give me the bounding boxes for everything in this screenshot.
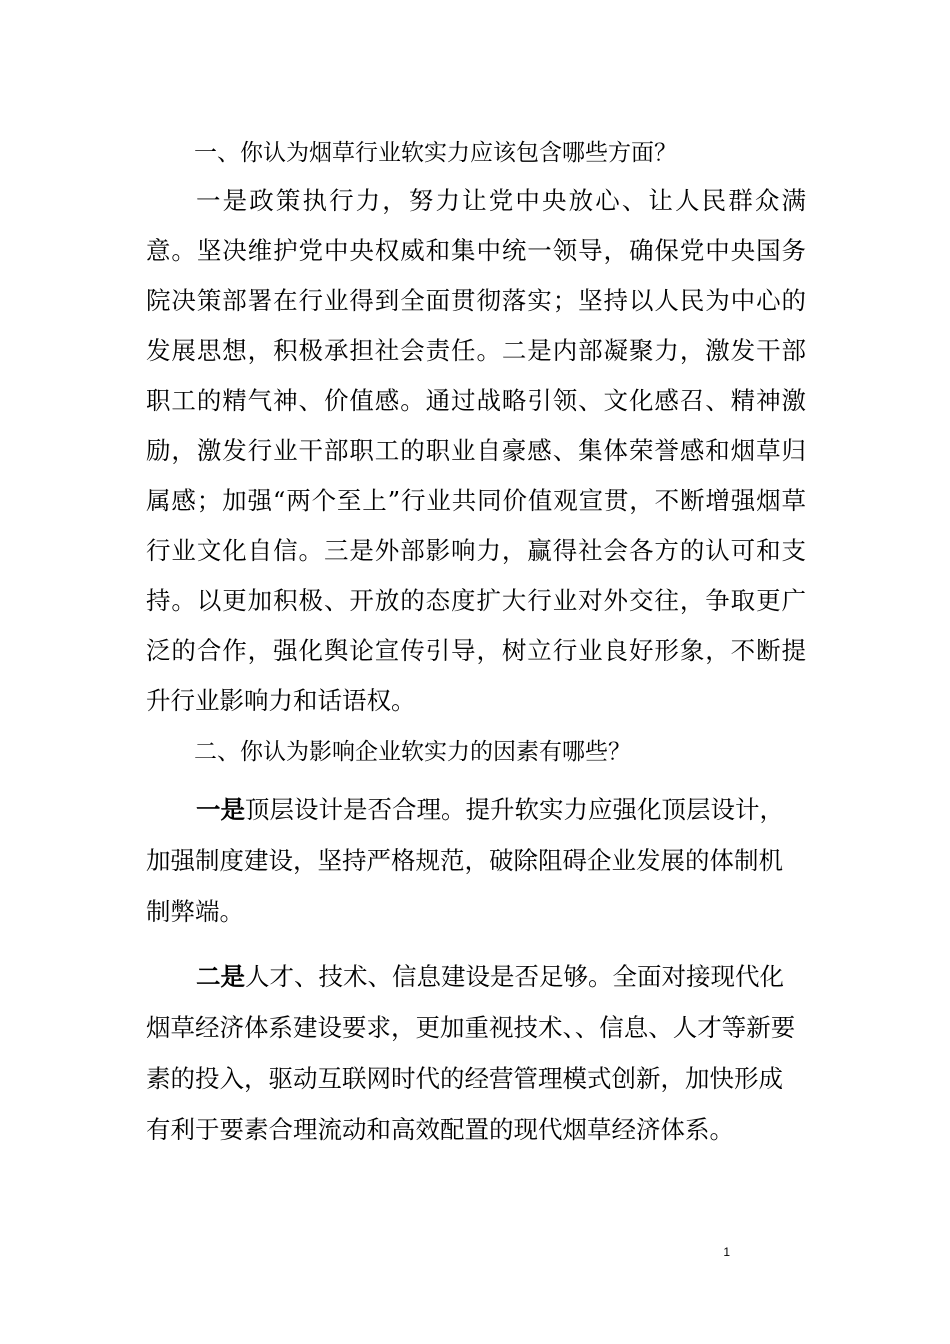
page-number: 1 bbox=[723, 1245, 730, 1259]
item-1-lead: 一是 bbox=[196, 795, 245, 824]
section-2-heading: 二、你认为影响企业软实力的因素有哪些？ bbox=[194, 739, 631, 765]
item-2-lead: 二是 bbox=[196, 962, 245, 991]
section-2-item-2 bbox=[146, 951, 806, 1155]
item-2-text: 人才、技术、信息建设是否足够。全面对接现代化烟草经济体系建设要求，更加重视技术、、信息、人才等新要素的投入，驱动互联网时代的经营管理模式创新，加快形成有利于要素合理流动和高效配置的现代烟草经济体系。 bbox=[146, 962, 796, 1144]
section-1-paragraph: 一是政策执行力，努力让党中央放心、让人民群众满意。坚决维护党中央权威和集中统一领导，确保党中央国务院决策部署在行业得到全面贯彻落实；坚持以人民为中心的发展思想，积极承担社会责任。二是内部凝聚力，激发干部职工的精气神、价值感。通过战略引领、文化感召、精神激励，激发行业干部职工的职业自豪感、集体荣誉感和烟草归属感；加强“两个至上”行业共同价值观宣贯，不断增强烟草行业文化自信。三是外部影响力，赢得社会各方的认可和支持。以更加积极、开放的态度扩大行业对外交往，争取更广泛的合作，强化舆论宣传引导，树立行业良好形象，不断提升行业影响力和话语权。 bbox=[146, 186, 806, 715]
section-2-item-1 bbox=[146, 784, 806, 937]
section-1-heading: 一、你认为烟草行业软实力应该包含哪些方面？ bbox=[194, 140, 677, 166]
item-1-text: 顶层设计是否合理。提升软实力应强化顶层设计，加强制度建设，坚持严格规范，破除阻碍企业发展的体制机制弊端。 bbox=[146, 795, 784, 926]
